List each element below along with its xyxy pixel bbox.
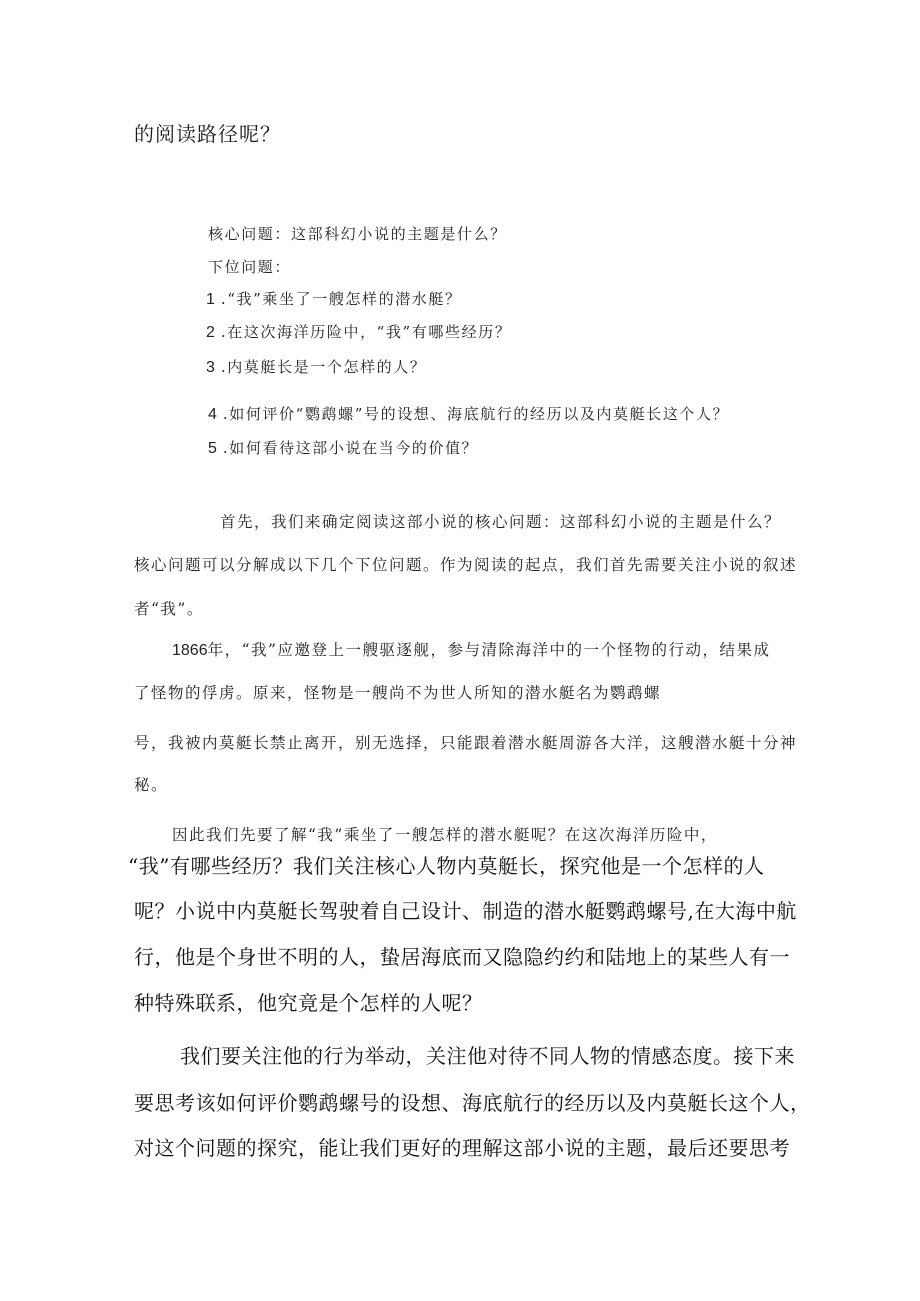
text-line: 因此我们先要了解“我”乘坐了一艘怎样的潜水艇呢？在这次海洋历险中， — [172, 826, 718, 844]
text-line: 了怪物的俘虏。原来，怪物是一艘尚不为世人所知的潜水艇名为鹦鹉螺 — [134, 684, 662, 702]
item-number: 1 — [206, 291, 215, 308]
item-number: 3 — [206, 359, 215, 376]
text-line: 种特殊联系，他究竟是个怎样的人呢？ — [134, 991, 483, 1015]
item-number: 5 — [208, 440, 217, 457]
item-text: .如何评价“鹦鹉螺”号的设想、海底航行的经历以及内莫艇长这个人？ — [222, 405, 730, 423]
text-line: 首先，我们来确定阅读这部小说的核心问题：这部科幻小说的主题是什么？ — [220, 513, 782, 531]
item-text: .内莫艇长是一个怎样的人？ — [220, 358, 427, 376]
text-line: 核心问题可以分解成以下几个下位问题。作为阅读的起点，我们首先需要关注小说的叙述 — [134, 556, 798, 574]
sub-question-item — [208, 437, 478, 458]
text-line: 号，我被内莫艇长禁止离开，别无选择，只能跟着潜水艇周游各大洋，这艘潜水艇十分神 — [134, 734, 798, 752]
text-line: 者“我”。 — [134, 600, 204, 618]
item-text: .在这次海洋历险中，“我”有哪些经历？ — [220, 323, 512, 341]
item-number: 4 — [208, 406, 217, 423]
sub-question-label: 下位问题： — [208, 258, 292, 276]
text-line: 我们要关注他的行为举动，关注他对待不同人物的情感态度。接下来 — [180, 1044, 795, 1068]
text-line: “我”有哪些经历？我们关注核心人物内莫艇长，探究他是一个怎样的人 — [128, 854, 765, 878]
text-line: 要思考该如何评价鹦鹉螺号的设想、海底航行的经历以及内莫艇长这个人， — [134, 1091, 811, 1115]
sub-question-item — [208, 403, 729, 424]
text-line: 秘。 — [134, 776, 169, 794]
item-text: .“我”乘坐了一艘怎样的潜水艇？ — [220, 290, 462, 308]
sub-question-item — [206, 288, 462, 309]
sub-question-item — [206, 356, 426, 377]
item-number: 2 — [206, 324, 215, 341]
sub-question-item — [206, 321, 511, 342]
core-question: 核心问题：这部科幻小说的主题是什么？ — [208, 225, 507, 243]
text-line: 行，他是个身世不明的人，蛰居海底而又隐隐约约和陆地上的某些人有一 — [134, 945, 790, 969]
year-number: 1866 — [172, 642, 208, 659]
text-span: 年，“我”应邀登上一艘驱逐舰，参与清除海洋中的一个怪物的行动，结果成 — [207, 641, 771, 659]
item-text: .如何看待这部小说在当今的价值？ — [222, 439, 479, 457]
text-line: 呢？小说中内莫艇长驾驶着自己设计、制造的潜水艇鹦鹉螺号,在大海中航 — [134, 899, 797, 923]
text-line: 对这个问题的探究，能让我们更好的理解这部小说的主题，最后还要思考 — [134, 1136, 790, 1160]
intro-line: 的阅读路径呢？ — [134, 122, 281, 146]
text-line — [172, 638, 770, 660]
